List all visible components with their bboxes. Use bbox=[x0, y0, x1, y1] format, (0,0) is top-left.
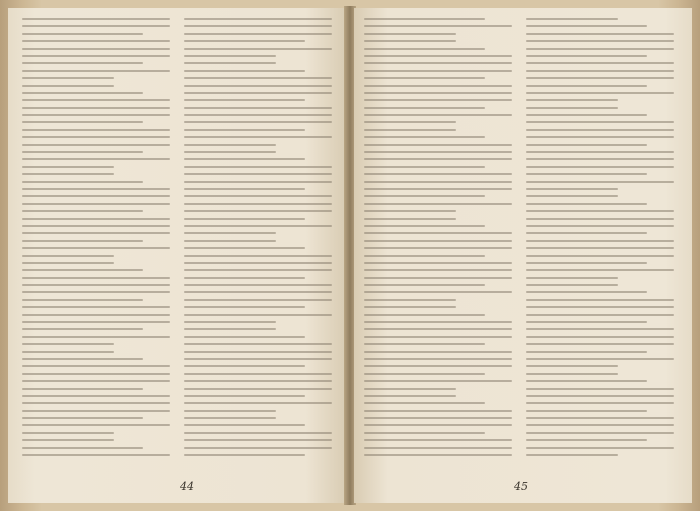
text-line-placeholder bbox=[184, 410, 276, 412]
text-line-placeholder bbox=[184, 173, 332, 175]
text-line-placeholder bbox=[526, 151, 674, 153]
text-line-placeholder bbox=[526, 210, 674, 212]
text-line-placeholder bbox=[364, 114, 512, 116]
text-line-placeholder bbox=[364, 432, 485, 434]
text-line-placeholder bbox=[526, 351, 647, 353]
text-line-placeholder bbox=[22, 291, 170, 293]
text-line-placeholder bbox=[22, 454, 170, 456]
text-line-placeholder bbox=[184, 365, 305, 367]
text-line-placeholder bbox=[22, 373, 170, 375]
text-line-placeholder bbox=[184, 291, 332, 293]
text-line-placeholder bbox=[364, 77, 485, 79]
text-line-placeholder bbox=[184, 314, 332, 316]
text-line-placeholder bbox=[184, 343, 332, 345]
text-line-placeholder bbox=[526, 417, 674, 419]
text-line-placeholder bbox=[364, 388, 456, 390]
text-line-placeholder bbox=[526, 48, 674, 50]
text-line-placeholder bbox=[184, 373, 332, 375]
text-line-placeholder bbox=[184, 70, 305, 72]
text-line-placeholder bbox=[526, 55, 647, 57]
text-line-placeholder bbox=[22, 432, 114, 434]
text-line-placeholder bbox=[364, 255, 485, 257]
text-line-placeholder bbox=[22, 277, 170, 279]
text-line-placeholder bbox=[526, 284, 618, 286]
text-line-placeholder bbox=[364, 395, 456, 397]
text-line-placeholder bbox=[526, 107, 618, 109]
text-line-placeholder bbox=[22, 255, 114, 257]
text-line-placeholder bbox=[22, 225, 170, 227]
text-line-placeholder bbox=[364, 343, 485, 345]
text-line-placeholder bbox=[364, 210, 456, 212]
text-line-placeholder bbox=[22, 144, 170, 146]
text-line-placeholder bbox=[364, 439, 512, 441]
text-line-placeholder bbox=[364, 99, 512, 101]
text-line-placeholder bbox=[184, 210, 332, 212]
text-line-placeholder bbox=[526, 395, 674, 397]
text-line-placeholder bbox=[22, 129, 170, 131]
text-line-placeholder bbox=[22, 166, 114, 168]
text-line-placeholder bbox=[364, 40, 456, 42]
text-line-placeholder bbox=[22, 424, 170, 426]
text-line-placeholder bbox=[184, 284, 332, 286]
text-line-placeholder bbox=[526, 255, 674, 257]
text-line-placeholder bbox=[364, 247, 512, 249]
text-line-placeholder bbox=[526, 328, 674, 330]
text-line-placeholder bbox=[22, 114, 170, 116]
text-line-placeholder bbox=[526, 181, 674, 183]
text-line-placeholder bbox=[526, 188, 618, 190]
text-line-placeholder bbox=[22, 218, 170, 220]
left-page-column-2 bbox=[184, 18, 332, 473]
text-line-placeholder bbox=[526, 432, 674, 434]
text-line-placeholder bbox=[22, 417, 143, 419]
text-line-placeholder bbox=[22, 306, 170, 308]
text-line-placeholder bbox=[526, 173, 647, 175]
text-line-placeholder bbox=[526, 321, 647, 323]
text-line-placeholder bbox=[22, 40, 170, 42]
text-line-placeholder bbox=[184, 62, 276, 64]
text-line-placeholder bbox=[184, 351, 332, 353]
text-line-placeholder bbox=[526, 232, 647, 234]
text-line-placeholder bbox=[526, 314, 674, 316]
text-line-placeholder bbox=[364, 299, 456, 301]
text-line-placeholder bbox=[364, 158, 512, 160]
text-line-placeholder bbox=[364, 447, 512, 449]
text-line-placeholder bbox=[22, 402, 170, 404]
text-line-placeholder bbox=[184, 181, 332, 183]
text-line-placeholder bbox=[364, 55, 512, 57]
text-line-placeholder bbox=[22, 92, 143, 94]
text-line-placeholder bbox=[184, 240, 276, 242]
text-line-placeholder bbox=[184, 388, 332, 390]
right-page bbox=[354, 8, 692, 503]
text-line-placeholder bbox=[526, 247, 674, 249]
text-line-placeholder bbox=[364, 402, 485, 404]
text-line-placeholder bbox=[526, 144, 647, 146]
text-line-placeholder bbox=[364, 240, 512, 242]
text-line-placeholder bbox=[364, 48, 485, 50]
text-line-placeholder bbox=[22, 321, 170, 323]
text-line-placeholder bbox=[22, 328, 143, 330]
text-line-placeholder bbox=[184, 107, 332, 109]
text-line-placeholder bbox=[22, 351, 114, 353]
text-line-placeholder bbox=[184, 48, 332, 50]
text-line-placeholder bbox=[526, 25, 647, 27]
text-line-placeholder bbox=[22, 395, 170, 397]
text-line-placeholder bbox=[22, 136, 170, 138]
text-line-placeholder bbox=[22, 247, 170, 249]
text-line-placeholder bbox=[184, 255, 332, 257]
text-line-placeholder bbox=[22, 70, 170, 72]
text-line-placeholder bbox=[184, 277, 305, 279]
text-line-placeholder bbox=[184, 432, 332, 434]
text-line-placeholder bbox=[526, 262, 647, 264]
text-line-placeholder bbox=[184, 218, 305, 220]
text-line-placeholder bbox=[364, 417, 512, 419]
text-line-placeholder bbox=[364, 365, 512, 367]
text-line-placeholder bbox=[364, 284, 485, 286]
text-line-placeholder bbox=[364, 85, 512, 87]
text-line-placeholder bbox=[526, 269, 674, 271]
text-line-placeholder bbox=[184, 114, 332, 116]
text-line-placeholder bbox=[364, 181, 512, 183]
text-line-placeholder bbox=[526, 402, 674, 404]
right-page-column-2 bbox=[526, 18, 674, 473]
text-line-placeholder bbox=[184, 299, 332, 301]
text-line-placeholder bbox=[526, 410, 647, 412]
text-line-placeholder bbox=[364, 373, 485, 375]
text-line-placeholder bbox=[364, 328, 512, 330]
text-line-placeholder bbox=[184, 144, 276, 146]
text-line-placeholder bbox=[184, 358, 332, 360]
text-line-placeholder bbox=[526, 166, 674, 168]
text-line-placeholder bbox=[184, 33, 332, 35]
text-line-placeholder bbox=[526, 18, 618, 20]
text-line-placeholder bbox=[184, 424, 305, 426]
text-line-placeholder bbox=[184, 55, 276, 57]
text-line-placeholder bbox=[364, 18, 485, 20]
text-line-placeholder bbox=[364, 70, 512, 72]
text-line-placeholder bbox=[184, 92, 332, 94]
text-line-placeholder bbox=[184, 151, 276, 153]
text-line-placeholder bbox=[184, 158, 305, 160]
text-line-placeholder bbox=[184, 77, 332, 79]
text-line-placeholder bbox=[364, 291, 512, 293]
text-line-placeholder bbox=[22, 447, 143, 449]
text-line-placeholder bbox=[22, 181, 143, 183]
text-line-placeholder bbox=[526, 454, 618, 456]
text-line-placeholder bbox=[364, 269, 512, 271]
text-line-placeholder bbox=[184, 321, 276, 323]
text-line-placeholder bbox=[184, 136, 332, 138]
left-page-column-1 bbox=[22, 18, 170, 473]
text-line-placeholder bbox=[526, 92, 674, 94]
text-line-placeholder bbox=[184, 447, 332, 449]
text-line-placeholder bbox=[526, 358, 674, 360]
text-line-placeholder bbox=[364, 195, 485, 197]
text-line-placeholder bbox=[364, 173, 512, 175]
text-line-placeholder bbox=[22, 284, 170, 286]
text-line-placeholder bbox=[22, 232, 170, 234]
text-line-placeholder bbox=[526, 388, 674, 390]
text-line-placeholder bbox=[526, 277, 618, 279]
text-line-placeholder bbox=[22, 158, 170, 160]
text-line-placeholder bbox=[22, 365, 170, 367]
text-line-placeholder bbox=[22, 195, 170, 197]
text-line-placeholder bbox=[22, 99, 170, 101]
text-line-placeholder bbox=[364, 424, 512, 426]
text-line-placeholder bbox=[22, 269, 143, 271]
text-line-placeholder bbox=[184, 166, 332, 168]
text-line-placeholder bbox=[22, 33, 143, 35]
text-line-placeholder bbox=[364, 136, 485, 138]
text-line-placeholder bbox=[526, 343, 674, 345]
text-line-placeholder bbox=[526, 129, 674, 131]
text-line-placeholder bbox=[22, 25, 170, 27]
text-line-placeholder bbox=[364, 92, 512, 94]
text-line-placeholder bbox=[22, 77, 114, 79]
text-line-placeholder bbox=[22, 48, 170, 50]
text-line-placeholder bbox=[184, 328, 276, 330]
text-line-placeholder bbox=[22, 358, 143, 360]
text-line-placeholder bbox=[364, 218, 456, 220]
text-line-placeholder bbox=[22, 121, 143, 123]
text-line-placeholder bbox=[526, 203, 647, 205]
text-line-placeholder bbox=[22, 343, 114, 345]
text-line-placeholder bbox=[184, 247, 305, 249]
text-line-placeholder bbox=[22, 173, 114, 175]
text-line-placeholder bbox=[22, 410, 170, 412]
text-line-placeholder bbox=[526, 447, 674, 449]
text-line-placeholder bbox=[22, 188, 170, 190]
text-line-placeholder bbox=[526, 33, 674, 35]
text-line-placeholder bbox=[184, 336, 305, 338]
text-line-placeholder bbox=[364, 277, 512, 279]
text-line-placeholder bbox=[526, 114, 647, 116]
text-line-placeholder bbox=[526, 77, 674, 79]
text-line-placeholder bbox=[184, 395, 305, 397]
text-line-placeholder bbox=[364, 129, 456, 131]
text-line-placeholder bbox=[526, 70, 674, 72]
text-line-placeholder bbox=[184, 269, 332, 271]
text-line-placeholder bbox=[22, 240, 143, 242]
text-line-placeholder bbox=[364, 203, 512, 205]
text-line-placeholder bbox=[184, 402, 332, 404]
text-line-placeholder bbox=[22, 107, 170, 109]
text-line-placeholder bbox=[364, 166, 485, 168]
text-line-placeholder bbox=[22, 336, 170, 338]
text-line-placeholder bbox=[526, 439, 647, 441]
text-line-placeholder bbox=[526, 136, 674, 138]
text-line-placeholder bbox=[364, 358, 512, 360]
text-line-placeholder bbox=[184, 232, 276, 234]
text-line-placeholder bbox=[184, 25, 332, 27]
text-line-placeholder bbox=[526, 225, 674, 227]
text-line-placeholder bbox=[184, 129, 305, 131]
text-line-placeholder bbox=[526, 306, 674, 308]
text-line-placeholder bbox=[364, 25, 512, 27]
text-line-placeholder bbox=[526, 299, 674, 301]
text-line-placeholder bbox=[184, 18, 332, 20]
text-line-placeholder bbox=[526, 291, 647, 293]
text-line-placeholder bbox=[22, 85, 114, 87]
text-line-placeholder bbox=[364, 121, 456, 123]
text-line-placeholder bbox=[526, 373, 618, 375]
text-line-placeholder bbox=[184, 203, 332, 205]
text-line-placeholder bbox=[364, 188, 512, 190]
text-line-placeholder bbox=[364, 306, 456, 308]
text-line-placeholder bbox=[184, 121, 332, 123]
text-line-placeholder bbox=[364, 232, 512, 234]
text-line-placeholder bbox=[22, 380, 170, 382]
text-line-placeholder bbox=[526, 195, 618, 197]
text-line-placeholder bbox=[184, 225, 332, 227]
text-line-placeholder bbox=[526, 40, 674, 42]
text-line-placeholder bbox=[184, 417, 276, 419]
text-line-placeholder bbox=[22, 55, 170, 57]
text-line-placeholder bbox=[364, 107, 485, 109]
text-line-placeholder bbox=[184, 306, 305, 308]
text-line-placeholder bbox=[526, 336, 674, 338]
text-line-placeholder bbox=[364, 454, 512, 456]
text-line-placeholder bbox=[364, 144, 512, 146]
text-line-placeholder bbox=[526, 121, 674, 123]
text-line-placeholder bbox=[526, 424, 674, 426]
text-line-placeholder bbox=[364, 351, 512, 353]
text-line-placeholder bbox=[364, 225, 485, 227]
text-line-placeholder bbox=[364, 33, 456, 35]
text-line-placeholder bbox=[184, 195, 332, 197]
text-line-placeholder bbox=[22, 18, 170, 20]
text-line-placeholder bbox=[364, 321, 512, 323]
left-page-number: 44 bbox=[180, 480, 194, 493]
text-line-placeholder bbox=[526, 158, 674, 160]
text-line-placeholder bbox=[364, 410, 512, 412]
text-line-placeholder bbox=[22, 62, 143, 64]
text-line-placeholder bbox=[22, 299, 143, 301]
text-line-placeholder bbox=[184, 454, 305, 456]
text-line-placeholder bbox=[22, 439, 114, 441]
text-line-placeholder bbox=[526, 62, 674, 64]
right-page-number: 45 bbox=[514, 480, 528, 493]
text-line-placeholder bbox=[22, 203, 170, 205]
text-line-placeholder bbox=[22, 151, 143, 153]
text-line-placeholder bbox=[364, 62, 512, 64]
text-line-placeholder bbox=[184, 40, 305, 42]
text-line-placeholder bbox=[364, 151, 512, 153]
text-line-placeholder bbox=[184, 439, 332, 441]
text-line-placeholder bbox=[364, 262, 512, 264]
text-line-placeholder bbox=[526, 99, 618, 101]
text-line-placeholder bbox=[184, 99, 305, 101]
text-line-placeholder bbox=[526, 365, 618, 367]
text-line-placeholder bbox=[22, 210, 143, 212]
text-line-placeholder bbox=[364, 380, 512, 382]
text-line-placeholder bbox=[184, 262, 332, 264]
text-line-placeholder bbox=[364, 314, 485, 316]
text-line-placeholder bbox=[364, 336, 512, 338]
text-line-placeholder bbox=[184, 380, 332, 382]
text-line-placeholder bbox=[22, 262, 114, 264]
text-line-placeholder bbox=[184, 85, 332, 87]
text-line-placeholder bbox=[526, 85, 647, 87]
text-line-placeholder bbox=[22, 388, 143, 390]
right-page-column-1 bbox=[364, 18, 512, 473]
text-line-placeholder bbox=[526, 240, 674, 242]
text-line-placeholder bbox=[526, 380, 647, 382]
left-page bbox=[8, 8, 346, 503]
text-line-placeholder bbox=[526, 218, 674, 220]
text-line-placeholder bbox=[184, 188, 305, 190]
text-line-placeholder bbox=[22, 314, 170, 316]
